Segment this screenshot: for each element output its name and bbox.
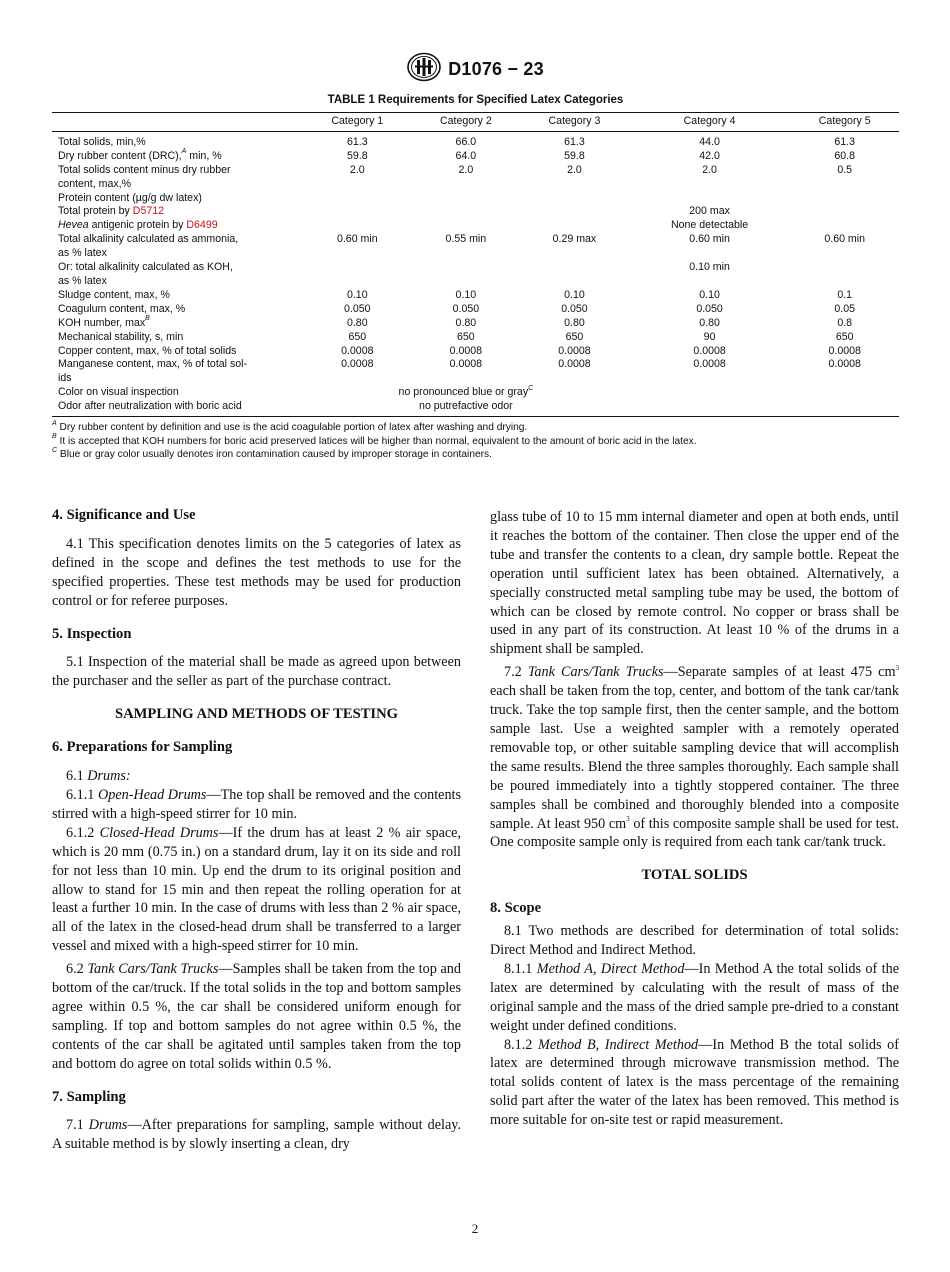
- table-cell: [520, 178, 629, 192]
- table-cell: 0.80: [455, 316, 477, 329]
- table-cell: [303, 275, 412, 289]
- page-header: [0, 52, 950, 88]
- table-cell: 0.050: [452, 302, 480, 315]
- row-label: Coagulum content, max, %: [58, 302, 186, 315]
- table-cell: [520, 372, 629, 386]
- table-footnote: $^C$ Blue or gray color usually denotes iron contamination caused by improper storage in containers.: [52, 446, 492, 461]
- table-cell: 0.050: [344, 302, 371, 315]
- table-cell: 2.0: [349, 163, 365, 176]
- table-cell: 2.0: [458, 163, 474, 176]
- table-cell: 0.050: [561, 302, 588, 315]
- table-cell: 59.8: [564, 149, 585, 162]
- paragraph: 7.1 Drums—After preparations for sampling, sample without delay. A suitable method is by slowly inserting a clean, dry: [52, 1117, 461, 1153]
- row-label: Sludge content, max, %: [58, 288, 170, 301]
- table-cell: 0.0008: [693, 344, 726, 357]
- paragraph: 8.1.1 Method A, Direct Method—In Method A the total solids of the latex are determined by calculating with the result of mass of the original sample and the mass of the dried sample pre-dried to a constant weight under defined conditions.: [490, 960, 899, 1034]
- row-label: as % latex: [58, 247, 107, 260]
- table-header-cell: Category 5: [790, 113, 899, 132]
- part-heading: TOTAL SOLIDS: [641, 867, 748, 884]
- table-row: [52, 233, 899, 247]
- table-cell: 0.05: [834, 302, 856, 315]
- paragraph: 6.1.2 Closed-Head Drums—If the drum has at least 2 % air space, which is 20 mm (0.75 in.) on a standard drum, lay it on its side and roll for not less than 10 min. Up end the drum to its original position and allow to stand for 15 min and then repeat the rolling operation for at least a further 10 min. In the case of drums with less than 2 % air space, all of the latex in the closed-head drum shall be transferred to a larger vessel and mixed with a high-speed stirrer for 10 min.: [52, 824, 462, 955]
- row-label: Dry rubber content (DRC),$^A$ min, %: [58, 148, 222, 162]
- table-cell: [790, 275, 899, 289]
- table-cell: 0.80: [346, 316, 368, 329]
- paragraph: 6.1 Drums:: [66, 768, 131, 785]
- table-header-blank: [52, 113, 303, 132]
- table-cell: [412, 275, 521, 289]
- table-header-cell: Category 4: [629, 113, 791, 132]
- table-cell: 60.8: [834, 149, 856, 162]
- table-cell: 0.29 max: [552, 233, 597, 246]
- table-cell: [790, 205, 899, 219]
- table-cell: [303, 372, 412, 386]
- table-cell: [412, 205, 521, 219]
- document-designation: D1076 − 23: [448, 59, 544, 79]
- table-cell: 61.3: [346, 135, 368, 148]
- table-cell: 0.0008: [449, 358, 483, 371]
- table-cell: [629, 178, 791, 192]
- table-cell: [790, 178, 899, 192]
- table-cell: [520, 192, 629, 206]
- table-cell: None detectable: [670, 219, 749, 232]
- table-cell: [303, 219, 412, 233]
- section-title: 5. Inspection: [52, 625, 132, 642]
- table-header-cell: Category 3: [520, 113, 629, 132]
- row-label: ids: [58, 372, 72, 385]
- table-cell: 42.0: [699, 149, 720, 162]
- table-row: [52, 192, 899, 206]
- row-label: Hevea antigenic protein by D6499: [58, 219, 218, 232]
- table-row: [52, 372, 899, 386]
- table-cell: [629, 247, 791, 261]
- requirements-table: [52, 112, 899, 417]
- table-cell: 0.0008: [828, 344, 861, 357]
- row-label: Total solids content minus dry rubber: [58, 163, 231, 176]
- table-row: [52, 131, 899, 149]
- standard-reference-link[interactable]: D5712: [132, 205, 165, 218]
- paragraph: glass tube of 10 to 15 mm internal diameter and open at both ends, until it reaches the bottom of the container. Then close the upper end of the tube and transfer the contents to a clean, dry sample bottle. Repeat the operation until sufficient latex has been obtained. Alternatively, a specially constructed metal sampling tube may be used, the bottom of which can be closed by remote control. No copper or brass shall be used in any part of its construction. At least 10 % of the drums in a shipment shall be sampled.: [490, 509, 899, 658]
- table-cell: [790, 247, 899, 261]
- table-cell: 0.10: [564, 288, 585, 301]
- table-cell: [629, 275, 791, 289]
- table-cell: [520, 219, 629, 233]
- table-footnotes: [52, 421, 899, 462]
- row-label: Copper content, max, % of total solids: [58, 344, 237, 357]
- table-cell: [520, 247, 629, 261]
- table-row: [52, 275, 899, 289]
- table-cell: 0.050: [696, 302, 723, 315]
- table-cell: 66.0: [455, 135, 477, 148]
- section-title: 8. Scope: [490, 900, 542, 917]
- row-label: Odor after neutralization with boric acid: [58, 400, 242, 413]
- table-row: [52, 358, 899, 372]
- table-cell: 0.0008: [693, 358, 726, 371]
- footnote-mark: C: [528, 384, 534, 392]
- row-label: Mechanical stability, s, min: [58, 330, 184, 343]
- table-cell: [412, 219, 521, 233]
- row-label: Total protein by D5712: [58, 205, 165, 218]
- table-header-cell: Category 2: [412, 113, 521, 132]
- table-cell: [412, 178, 521, 192]
- table-caption: TABLE 1 Requirements for Specified Latex Categories: [327, 94, 624, 106]
- paragraph: 6.2 Tank Cars/Tank Trucks—Samples shall be taken from the top and bottom of the car/truck. If the total solids in the top and bottom samples agree within 0.5 %, the car shall be considered uniform enough for sampling. If top and bottom samples do not agree within 0.5 %, the contents of the car shall be agitated until samples taken from the top and bottom do agree on total solids within 0.5 %.: [52, 961, 461, 1072]
- table-cell: 0.10: [346, 288, 368, 301]
- footnote-mark: A: [181, 148, 187, 156]
- table-cell: 0.60 min: [336, 233, 378, 246]
- table-cell: [790, 219, 899, 233]
- paragraph: 8.1.2 Method B, Indirect Method—In Method B the total solids of latex are determined through microwave transmission method. The total solids content of latex is the mass percentage of the remaining solid part after the water of the latex has been removed. This method is more suitable for on-site test or rapid measurement.: [490, 1036, 899, 1129]
- table-cell: 0.60 min: [824, 233, 866, 246]
- row-label: Total alkalinity calculated as ammonia,: [58, 233, 239, 246]
- table-header-cell: Category 1: [303, 113, 412, 132]
- page-number: 2: [471, 1221, 479, 1236]
- requirements-table-section: [52, 94, 899, 462]
- table-cell: 0.55 min: [445, 233, 487, 246]
- table-row: [52, 289, 899, 303]
- table-cell: 44.0: [699, 135, 720, 148]
- table-cell: 0.0008: [828, 358, 861, 371]
- table-cell: 0.1: [837, 288, 853, 301]
- table-row: [52, 178, 899, 192]
- table-cell: [520, 275, 629, 289]
- table-row: [52, 219, 899, 233]
- table-cell: 0.0008: [558, 344, 591, 357]
- table-row: [52, 164, 899, 178]
- table-cell: [520, 261, 629, 275]
- table-row: [52, 303, 899, 317]
- table-cell: [303, 247, 412, 261]
- table-cell: 90: [703, 330, 716, 343]
- paragraph: 8.1 Two methods are described for determination of total solids: Direct Method and Indirect Method.: [490, 923, 899, 959]
- table-cell: 0.0008: [341, 358, 374, 371]
- table-cell: 200 max: [689, 205, 730, 218]
- table-cell: [790, 372, 899, 386]
- table-cell: [303, 178, 412, 192]
- table-cell: [412, 261, 521, 275]
- paragraph: 5.1 Inspection of the material shall be made as agreed upon between the purchaser and the seller as part of the purchase contract.: [52, 654, 461, 690]
- table-cell: [412, 247, 521, 261]
- table-cell: [303, 205, 412, 219]
- table-row: [52, 386, 899, 400]
- section-title: 6. Preparations for Sampling: [52, 739, 233, 756]
- table-cell: 0.60 min: [689, 233, 730, 246]
- part-heading: SAMPLING AND METHODS OF TESTING: [114, 706, 398, 723]
- table-cell: 0.10 min: [689, 261, 730, 274]
- paragraph: 7.2 Tank Cars/Tank Trucks—Separate samples of at least 475 $cm^3$ each shall be taken from the top, center, and bottom of the tank car/tank truck. Take the top sample first, then the center sample, and the bottom sample last. Use a weighted sampler with a remotely operated removable top, or other suitable sampling device that will accomplish the same results. Blend the three samples thoroughly. Each sample shall be poured immediately into a tightly stoppered container. The three samples shall be combined and thoroughly blended into a composite sample. At least 950 $cm^3$ of this composite sample shall be used for test. One composite sample only is required from each tank car/tank truck.: [490, 663, 900, 851]
- table-cell: [412, 192, 521, 206]
- paragraph: 4.1 This specification denotes limits on the 5 categories of latex as defined in the scope and defines the test methods to use for the specified properties. These test methods may be used for production control or for referee purposes.: [52, 535, 461, 609]
- table-cell-empty: [629, 400, 899, 416]
- table-cell: 2.0: [702, 163, 717, 176]
- table-cell: [790, 261, 899, 275]
- table-cell: 0.10: [455, 288, 477, 301]
- footnote-mark: B: [145, 315, 150, 323]
- table-cell: 64.0: [455, 149, 477, 162]
- table-cell-empty: [629, 386, 899, 400]
- table-cell: 0.5: [837, 163, 853, 176]
- right-column: [490, 508, 899, 1130]
- table-cell: 650: [457, 330, 475, 343]
- table-cell: 0.80: [564, 316, 585, 329]
- section-title: 4. Significance and Use: [52, 507, 196, 523]
- paragraph: 6.1.1 Open-Head Drums—The top shall be removed and the contents stirred with a high-speed stirrer for 10 min.: [52, 786, 462, 822]
- section-title: 7. Sampling: [52, 1088, 126, 1105]
- table-row: [52, 331, 899, 345]
- row-label: Manganese content, max, % of total sol-: [58, 358, 248, 371]
- standard-reference-link[interactable]: D6499: [186, 219, 218, 232]
- table-cell: 0.10: [699, 288, 720, 301]
- left-column: [52, 506, 461, 1154]
- table-cell: 0.8: [837, 316, 853, 329]
- row-label: content, max,%: [58, 177, 132, 190]
- table-row: [52, 400, 899, 416]
- table-footnote: $^B$ It is accepted that KOH numbers for boric acid preserved latices will be higher than normal, equivalent to the amount of boric acid in the latex.: [52, 433, 697, 447]
- table-cell: [629, 192, 791, 206]
- row-label: Protein content (µg/g dw latex): [58, 191, 202, 204]
- table-row: [52, 205, 899, 219]
- table-row: [52, 317, 899, 331]
- row-label: Or: total alkalinity calculated as KOH,: [58, 261, 233, 274]
- table-row: [52, 247, 899, 261]
- table-header-row: [52, 113, 899, 132]
- table-cell: 59.8: [346, 149, 368, 162]
- row-label: as % latex: [58, 274, 107, 287]
- table-row: [52, 261, 899, 275]
- table-cell: 2.0: [567, 163, 582, 176]
- astm-logo-icon: [406, 52, 442, 87]
- row-label: Total solids, min,%: [58, 135, 146, 148]
- table-cell-span: no putrefactive odor: [419, 400, 513, 413]
- table-cell: [303, 192, 412, 206]
- table-cell: 0.0008: [449, 344, 483, 357]
- table-cell: [629, 372, 791, 386]
- row-label: Color on visual inspection: [58, 386, 179, 399]
- table-cell: 0.0008: [341, 344, 374, 357]
- table-cell: 61.3: [834, 135, 856, 148]
- table-cell: [520, 205, 629, 219]
- table-cell: [412, 372, 521, 386]
- table-cell: [303, 261, 412, 275]
- table-row: [52, 150, 899, 164]
- table-cell: [790, 192, 899, 206]
- table-cell: 650: [565, 330, 584, 343]
- table-cell: 650: [348, 330, 367, 343]
- table-cell: 650: [835, 330, 854, 343]
- table-cell-span: no pronounced blue or gray$^C$: [398, 384, 534, 399]
- table-row: [52, 345, 899, 359]
- table-footnote: $^A$ Dry rubber content by definition and use is the acid coagulable portion of latex after washing and drying.: [52, 419, 528, 434]
- table-cell: 0.0008: [558, 358, 591, 371]
- table-cell: 0.80: [699, 316, 720, 329]
- row-label: KOH number, $\max^B$: [58, 315, 150, 329]
- table-cell: 61.3: [564, 135, 585, 148]
